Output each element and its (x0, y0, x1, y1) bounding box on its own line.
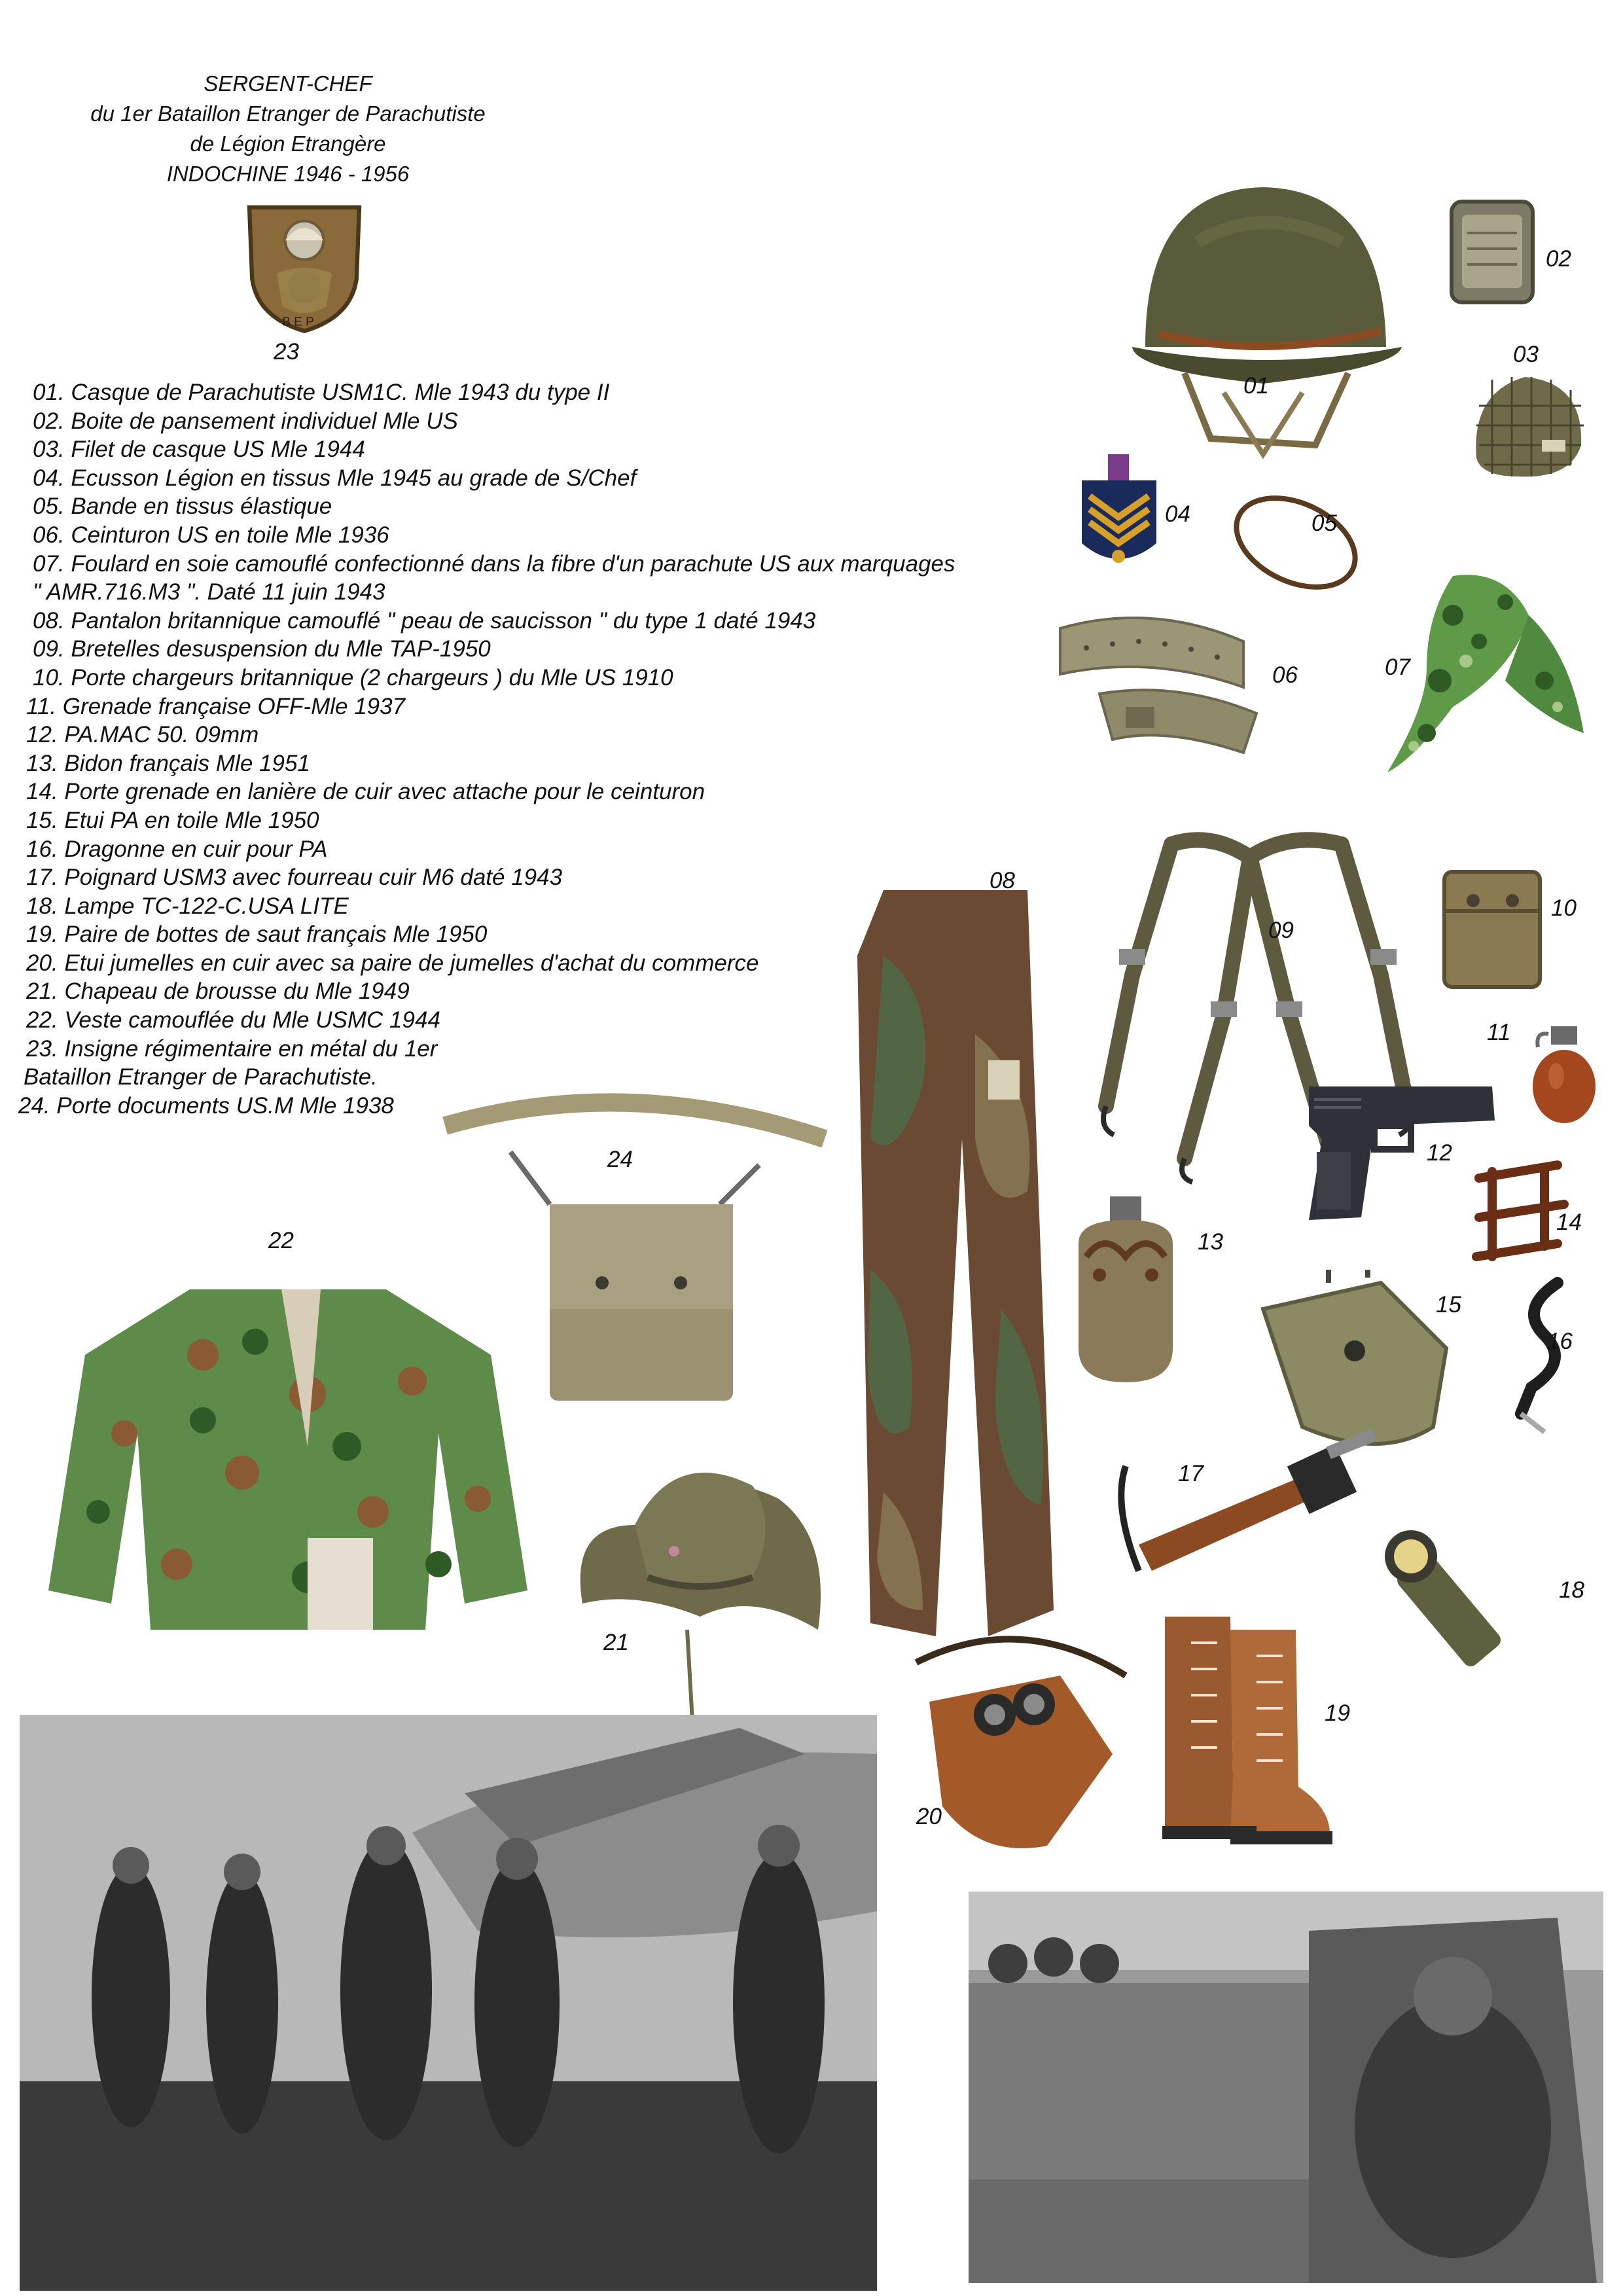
label-13: 13 (1198, 1229, 1223, 1255)
label-02: 02 (1546, 246, 1571, 272)
legend-line: 19. Paire de bottes de saut français Mle 1950 (26, 922, 488, 948)
regimental-insignia-23 (236, 196, 373, 334)
grenade-11 (1525, 1021, 1603, 1126)
legend-line: 04. Ecusson Légion en tissus Mle 1945 au grade de S/Chef (33, 465, 637, 491)
historical-photo-soldier-truck (969, 1892, 1603, 2283)
title-line-3: de Légion Etrangère (190, 132, 386, 156)
lanyard-16 (1492, 1270, 1597, 1440)
legend-line: 18. Lampe TC-122-C.USA LITE (26, 893, 349, 919)
label-18: 18 (1559, 1577, 1584, 1603)
legend-line: 16. Dragonne en cuir pour PA (26, 836, 328, 862)
label-08: 08 (990, 868, 1015, 893)
legend-line: 10. Porte chargeurs britannique (2 chargeurs ) du Mle US 1910 (33, 664, 673, 691)
label-19: 19 (1325, 1700, 1350, 1726)
bush-hat-21 (556, 1446, 838, 1734)
legend-line: 01. Casque de Parachutiste USM1C. Mle 1943 du type II (33, 380, 610, 405)
legend-line: 14. Porte grenade en lanière de cuir avec attache pour le ceinturon (26, 779, 705, 805)
jump-boots-19 (1139, 1604, 1335, 1846)
web-belt-06 (1047, 589, 1270, 766)
label-06: 06 (1272, 662, 1298, 688)
label-17: 17 (1178, 1461, 1204, 1486)
legend-line: 05. Bande en tissus élastique (33, 493, 332, 520)
helmet-net-03 (1466, 367, 1590, 484)
legend-line: 22. Veste camouflée du Mle USMC 1944 (26, 1007, 440, 1033)
canteen-13 (1060, 1191, 1191, 1388)
label-07: 07 (1385, 655, 1410, 680)
label-12: 12 (1427, 1140, 1452, 1166)
legend-line: 17. Poignard USM3 avec fourreau cuir M6 daté 1943 (26, 865, 563, 891)
legend-line: 12. PA.MAC 50. 09mm (26, 722, 259, 748)
label-23: 23 (274, 339, 299, 365)
label-16: 16 (1547, 1329, 1573, 1354)
legend-line: 09. Bretelles desuspension du Mle TAP-1950 (33, 636, 491, 662)
helmet-01 (1106, 164, 1420, 471)
bandage-tin-02 (1446, 196, 1538, 308)
legend-line: 15. Etui PA en toile Mle 1950 (26, 807, 319, 833)
legend-line: 23. Insigne régimentaire en métal du 1er (26, 1035, 438, 1062)
flashlight-18 (1374, 1525, 1531, 1676)
label-20: 20 (916, 1804, 942, 1829)
label-09: 09 (1268, 918, 1294, 943)
label-05: 05 (1311, 511, 1337, 536)
historical-photo-paratroopers-aircraft (20, 1715, 877, 2291)
magazine-pouch-10 (1436, 864, 1548, 995)
svg-text:B E P: B E P (282, 315, 314, 329)
title-line-1: SERGENT-CHEF (204, 71, 372, 96)
legend-line: 07. Foulard en soie camouflé confectionné dans la fibre d'un parachute US aux marquages (33, 550, 955, 577)
label-01: 01 (1243, 373, 1269, 399)
rank-patch-04 (1077, 452, 1162, 576)
label-10: 10 (1551, 895, 1577, 921)
legend-line: 21. Chapeau de brousse du Mle 1949 (26, 978, 410, 1005)
legend-line: Bataillon Etranger de Parachutiste. (24, 1064, 378, 1090)
label-11: 11 (1487, 1020, 1511, 1045)
legend-line: 03. Filet de casque US Mle 1944 (33, 437, 365, 463)
label-04: 04 (1165, 501, 1190, 527)
elastic-band-05 (1224, 488, 1368, 599)
knife-17 (1099, 1427, 1387, 1597)
legend-line: 20. Etui jumelles en cuir avec sa paire de jumelles d'achat du commerce (26, 950, 759, 976)
legend-line: 11. Grenade française OFF-Mle 1937 (26, 693, 406, 719)
legend-line: 24. Porte documents US.M Mle 1938 (18, 1092, 394, 1119)
label-15: 15 (1436, 1292, 1461, 1318)
label-21: 21 (603, 1630, 629, 1655)
legend-line: 13. Bidon français Mle 1951 (26, 750, 310, 776)
label-22: 22 (268, 1228, 294, 1253)
document-case-24 (432, 1086, 838, 1414)
page-title (39, 69, 537, 189)
binoculars-case-20 (903, 1623, 1139, 1872)
label-14: 14 (1556, 1210, 1582, 1235)
title-line-4: INDOCHINE 1946 - 1956 (166, 162, 410, 186)
legend-line: 08. Pantalon britannique camouflé " peau de saucisson " du type 1 daté 1943 (33, 607, 816, 634)
camo-trousers-08 (844, 877, 1067, 1649)
legend-line: 06. Ceinturon US en toile Mle 1936 (33, 522, 389, 548)
label-03: 03 (1513, 342, 1539, 367)
label-24: 24 (607, 1147, 633, 1172)
legend-line: " AMR.716.M3 ". Daté 11 juin 1943 (33, 579, 385, 605)
title-line-2: du 1er Bataillon Etranger de Parachutiste (90, 101, 486, 126)
legend-line: 02. Boite de pansement individuel Mle US (33, 408, 458, 434)
